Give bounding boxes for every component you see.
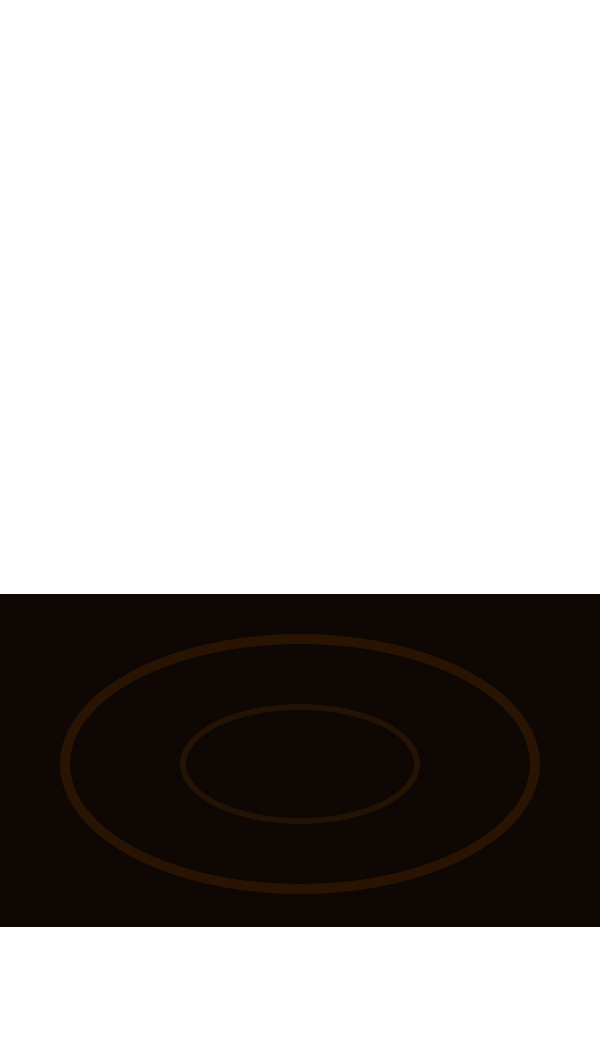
background-emblem-inner <box>180 704 420 824</box>
standings-panel <box>0 927 600 1043</box>
overall-ranking-panel <box>0 594 600 927</box>
